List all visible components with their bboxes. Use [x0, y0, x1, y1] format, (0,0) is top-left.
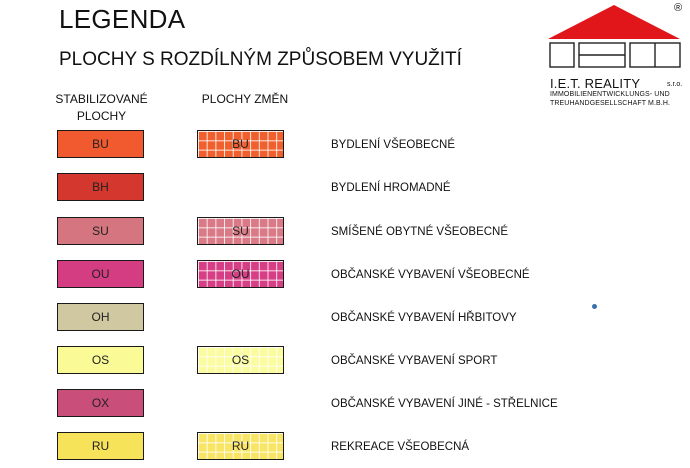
swatch-change-ou — [197, 260, 284, 288]
swatch-code: OU — [231, 267, 250, 281]
legend-label-ru: REKREACE VŠEOBECNÁ — [331, 441, 470, 453]
swatch-stabilized-ox — [57, 389, 144, 417]
legend-label-ox: OBČANSKÉ VYBAVENÍ JINÉ - STŘELNICE — [331, 398, 558, 410]
swatch-code: OS — [231, 353, 250, 367]
marker-dot — [592, 304, 597, 309]
swatch-stabilized-su — [57, 217, 144, 245]
roof-icon — [548, 5, 680, 39]
column-header-stabilized: STABILIZOVANÉ PLOCHY — [55, 92, 148, 123]
logo-brand-name: I.E.T. REALITY — [550, 76, 641, 91]
logo-tagline-2: TREUHANDGESELLSCHAFT M.B.H. — [550, 100, 671, 107]
legend-label-bu: BYDLENÍ VŠEOBECNÉ — [331, 139, 455, 151]
company-logo — [540, 2, 690, 112]
swatch-code: RU — [231, 439, 250, 453]
swatch-code: SU — [232, 224, 249, 238]
swatch-code: SU — [92, 224, 109, 238]
logo-suffix: s.r.o. — [667, 81, 683, 88]
legend-label-bh: BYDLENÍ HROMADNÉ — [331, 182, 451, 194]
swatch-code: OU — [91, 267, 110, 281]
legend-subtitle: PLOCHY S ROZDÍLNÝM ZPŮSOBEM VYUŽITÍ — [59, 49, 462, 70]
logo-tagline-1: IMMOBILIENENTWICKLUNGS- UND — [550, 91, 670, 98]
swatch-change-bu — [197, 130, 284, 158]
legend-label-su: SMÍŠENÉ OBYTNÉ VŠEOBECNÉ — [331, 226, 509, 238]
legend-label-oh: OBČANSKÉ VYBAVENÍ HŘBITOVY — [331, 312, 517, 324]
legend-title: LEGENDA — [59, 4, 186, 34]
swatch-stabilized-ou — [57, 260, 144, 288]
swatch-code: BH — [92, 180, 109, 194]
swatch-stabilized-oh — [57, 303, 144, 331]
registered-mark: ® — [674, 2, 683, 14]
swatch-code: BU — [232, 137, 249, 151]
swatch-code: OS — [91, 353, 110, 367]
swatch-code: OH — [91, 310, 110, 324]
swatch-code: RU — [91, 439, 110, 453]
swatch-stabilized-os — [57, 346, 144, 374]
legend-label-ou: OBČANSKÉ VYBAVENÍ VŠEOBECNÉ — [331, 269, 530, 281]
swatch-change-os — [197, 346, 284, 374]
swatch-stabilized-ru — [57, 432, 144, 460]
swatch-stabilized-bh — [57, 173, 144, 201]
swatch-change-su — [197, 217, 284, 245]
swatch-change-ru — [197, 432, 284, 460]
column-header-changes: PLOCHY ZMĚN — [201, 92, 289, 106]
swatch-code: OX — [91, 396, 110, 410]
iet-letters-icon — [549, 42, 681, 68]
legend-label-os: OBČANSKÉ VYBAVENÍ SPORT — [331, 355, 498, 367]
swatch-stabilized-bu — [57, 130, 144, 158]
swatch-code: BU — [92, 137, 109, 151]
